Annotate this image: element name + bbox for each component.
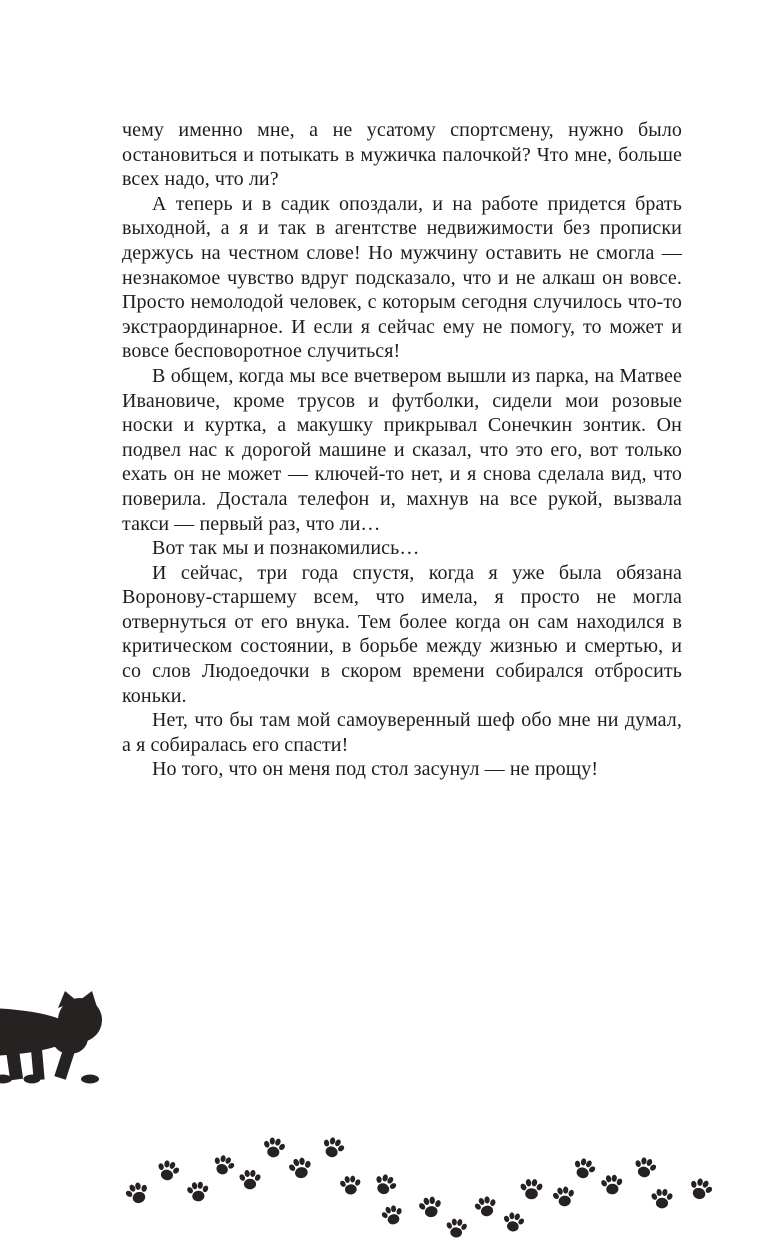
cat-paw-print-icon <box>284 1152 316 1184</box>
cat-paw-print-icon <box>499 1208 528 1237</box>
cat-paw-print-icon <box>336 1171 363 1198</box>
cat-paw-print-icon <box>414 1191 445 1222</box>
cat-paw-print-icon <box>207 1149 239 1181</box>
cat-paw-print-icon <box>152 1155 184 1187</box>
paragraph: чему именно мне, а не усатому спортсмену, нужно было остановиться и потыкать в мужичка палочкой? Что мне, больше всех надо, что ли? <box>122 119 682 191</box>
cat-paw-print-icon <box>316 1131 349 1164</box>
cat-paw-print-icon <box>377 1200 408 1231</box>
walking-cat-silhouette-icon <box>0 990 110 1086</box>
cat-paw-print-icon <box>120 1176 155 1211</box>
cat-paw-print-icon <box>518 1176 545 1203</box>
cat-paw-print-icon <box>470 1191 502 1223</box>
paragraph: И сейчас, три года спустя, когда я уже была обязана Воронову-старшему всем, что имела, я просто не могла отвернуться от его внука. Тем более когда он сам находился в критическом состоянии, в борьбе между жизнью и смертью, и со слов Людоедочки в скором времени собирался отбросить коньки. <box>122 561 682 707</box>
cat-paw-print-icon <box>237 1167 263 1193</box>
paragraph: А теперь и в садик опоздали, и на работе придется брать выходной, а я и так в агентстве недвижимости без прописки держусь на честном слове! Но мужчину оставить не смогла — незнакомое чувство вдруг подсказало, что и не алкаш он вовсе. Просто немолодой человек, с которым сегодня случилось что-то экстраординарное. И если я сейчас ему не помогу, то может и вовсе бесповоротное случиться! <box>122 192 682 363</box>
page-text <box>122 118 682 782</box>
cat-paw-print-icon <box>184 1178 212 1206</box>
paragraph: В общем, когда мы все вчетвером вышли из парка, на Матвее Ивановиче, кроме трусов и футболки, сидели мои розовые носки и куртка, а макушку прикрывал Сонечкин зонтик. Он подвел нас к дорогой машине и сказал, что это его, вот только ехать он не может — ключей-то нет, и я снова сделала вид, что поверила. Достала телефон и, махнув на все рукой, вызвала такси — первый раз, что ли… <box>122 364 682 535</box>
paragraph: Вот так мы и познакомились… <box>152 537 420 560</box>
cat-paw-print-icon <box>683 1172 718 1207</box>
cat-paw-print-icon <box>649 1186 675 1212</box>
cat-paw-print-icon <box>567 1152 600 1185</box>
paragraph: Нет, что бы там мой самоуверенный шеф обо мне ни думал, а я собиралась его спасти! <box>122 709 682 756</box>
cat-paw-print-icon <box>598 1171 626 1199</box>
cat-paw-print-icon <box>368 1168 403 1203</box>
cat-paw-print-icon <box>549 1182 579 1212</box>
paragraph: Но того, что он меня под стол засунул — не прощу! <box>152 758 599 781</box>
cat-paw-print-icon <box>442 1214 469 1241</box>
cat-paw-print-icon <box>629 1152 661 1184</box>
